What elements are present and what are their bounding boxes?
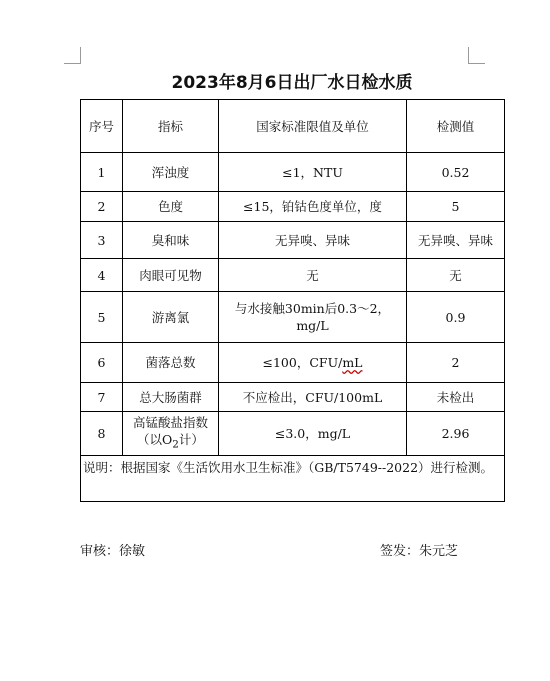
note-row bbox=[81, 456, 505, 502]
table-row bbox=[81, 259, 505, 292]
reviewer-signature: 审核：徐敏 bbox=[80, 544, 146, 559]
indicator: 总大肠菌群 bbox=[123, 383, 219, 412]
table-row bbox=[81, 383, 505, 412]
table-row bbox=[81, 343, 505, 383]
note-text: 说明：根据国家《生活饮用水卫生标准》（GB/T5749--2022）进行检测。 bbox=[81, 456, 505, 502]
indicator: 色度 bbox=[123, 192, 219, 222]
row-number: 8 bbox=[81, 412, 123, 456]
indicator: 游离氯 bbox=[123, 292, 219, 343]
water-quality-table bbox=[80, 99, 505, 502]
row-number: 7 bbox=[81, 383, 123, 412]
spellcheck-flagged-unit: mL bbox=[342, 355, 363, 370]
measured-value: 未检出 bbox=[407, 383, 505, 412]
indicator: 菌落总数 bbox=[123, 343, 219, 383]
measured-value: 2.96 bbox=[407, 412, 505, 456]
indicator-line bbox=[125, 431, 216, 454]
limit-text: ≤100，CFU/ bbox=[262, 355, 343, 370]
indicator-text: （以O bbox=[137, 431, 173, 447]
measured-value: 无 bbox=[407, 259, 505, 292]
document-title: 2023年8月6日出厂水日检水质 bbox=[171, 73, 413, 93]
header-cell: 指标 bbox=[123, 100, 219, 153]
standard-limit: ≤1，NTU bbox=[219, 153, 407, 192]
subscript: 2 bbox=[172, 438, 179, 451]
table-row bbox=[81, 412, 505, 456]
indicator: 肉眼可见物 bbox=[123, 259, 219, 292]
measured-value: 5 bbox=[407, 192, 505, 222]
row-number: 4 bbox=[81, 259, 123, 292]
page-margin-corner-top-right bbox=[468, 47, 485, 64]
table-row bbox=[81, 192, 505, 222]
measured-value: 0.9 bbox=[407, 292, 505, 343]
indicator: 臭和味 bbox=[123, 222, 219, 259]
table-row bbox=[81, 292, 505, 343]
standard-limit: ≤3.0，mg/L bbox=[219, 412, 407, 456]
standard-limit: 不应检出，CFU/100mL bbox=[219, 383, 407, 412]
table-row bbox=[81, 153, 505, 192]
row-number: 3 bbox=[81, 222, 123, 259]
issuer-signature: 签发：朱元芝 bbox=[380, 544, 459, 559]
header-cell: 检测值 bbox=[407, 100, 505, 153]
row-number: 1 bbox=[81, 153, 123, 192]
standard-limit: 与水接触30min后0.3～2，mg/L bbox=[219, 292, 407, 343]
indicator-line: 高锰酸盐指数 bbox=[132, 414, 208, 430]
row-number: 6 bbox=[81, 343, 123, 383]
standard-limit: 无异嗅、异味 bbox=[219, 222, 407, 259]
row-number: 5 bbox=[81, 292, 123, 343]
standard-limit: ≤15，铂钴色度单位，度 bbox=[219, 192, 407, 222]
row-number: 2 bbox=[81, 192, 123, 222]
header-cell: 国家标准限值及单位 bbox=[219, 100, 407, 153]
page-margin-corner-top-left bbox=[64, 47, 81, 64]
table-row bbox=[81, 222, 505, 259]
measured-value: 0.52 bbox=[407, 153, 505, 192]
header-cell: 序号 bbox=[81, 100, 123, 153]
measured-value: 无异嗅、异味 bbox=[407, 222, 505, 259]
standard-limit: 无 bbox=[219, 259, 407, 292]
indicator-text: 计） bbox=[178, 431, 204, 447]
indicator: 浑浊度 bbox=[123, 153, 219, 192]
table-header-row bbox=[81, 100, 505, 153]
standard-limit bbox=[219, 343, 407, 383]
measured-value: 2 bbox=[407, 343, 505, 383]
indicator bbox=[123, 412, 219, 456]
